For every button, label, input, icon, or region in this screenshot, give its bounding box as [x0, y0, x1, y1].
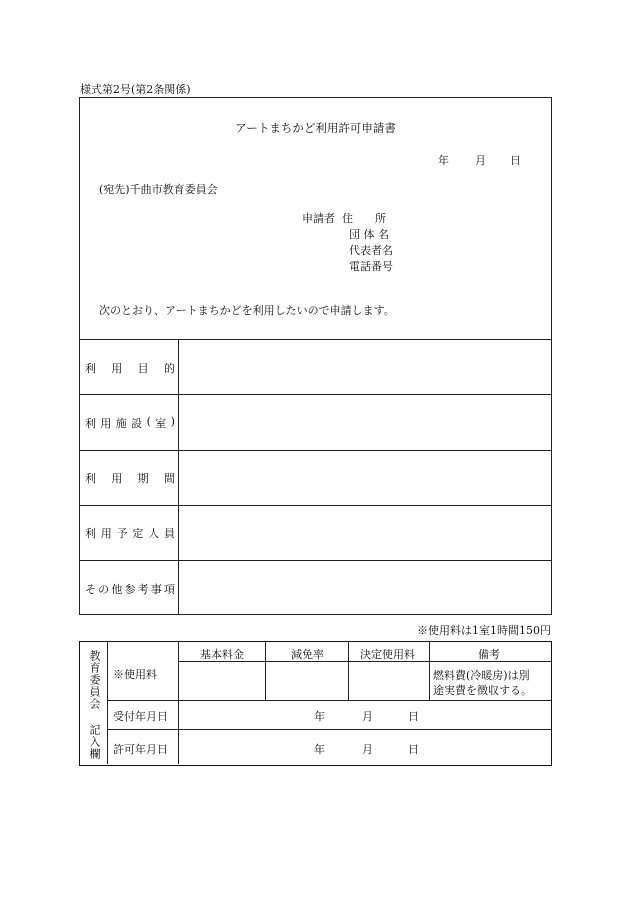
permitted-date-label: 許可年月日: [113, 743, 168, 756]
row-label-char: 予: [116, 527, 128, 540]
divider: [107, 700, 551, 701]
row-label-char: 設: [131, 417, 143, 430]
form-title: アートまちかど利用許可申請書: [235, 121, 396, 135]
row-label-char: 他: [111, 583, 123, 596]
row-label-char: 的: [163, 362, 175, 375]
remarks-text: 途実費を徴収する。: [433, 684, 532, 697]
remarks-header: 備考: [478, 648, 500, 661]
representative-label: 代表者名: [349, 244, 393, 257]
row-label-char: 項: [163, 583, 175, 596]
row-label-char: 施: [115, 417, 127, 430]
row-label-char: 用: [100, 527, 112, 540]
day-label: 日: [408, 743, 419, 756]
attendance-field[interactable]: [179, 506, 551, 559]
office-use-side-label: 教育委員会 記入欄: [88, 650, 101, 760]
row-label-char: 利: [85, 527, 96, 540]
row-label-char: 用: [111, 472, 123, 485]
row-label-char: 員: [163, 527, 175, 540]
fee-label: ※使用料: [113, 668, 157, 681]
divider: [429, 642, 430, 700]
row-label-char: 利: [85, 472, 96, 485]
applicant-block: [302, 211, 393, 275]
period-field[interactable]: [179, 451, 551, 504]
application-form-box: [79, 97, 552, 615]
row-label-char: ): [170, 415, 175, 428]
year-label: 年: [314, 710, 325, 723]
row-label-char: そ: [85, 583, 96, 596]
row-label-char: 用: [111, 362, 123, 375]
date-line: [438, 152, 521, 168]
row-label-char: の: [98, 583, 110, 596]
row-label-facility: [85, 415, 175, 431]
form-number-label: 様式第2号(第2条関係): [80, 83, 191, 96]
month-label: 月: [475, 154, 486, 167]
row-label-purpose: [85, 360, 175, 376]
received-date-label: 受付年月日: [113, 710, 168, 723]
month-label: 月: [362, 710, 373, 723]
row-label-attendance: [85, 525, 175, 541]
year-label: 年: [438, 154, 449, 167]
row-label-char: 事: [150, 583, 162, 596]
row-label-char: 室: [155, 417, 167, 430]
row-label-period: [85, 470, 175, 486]
row-label-other: [85, 581, 175, 597]
office-use-table: [79, 641, 552, 766]
other-field[interactable]: [179, 561, 551, 614]
statement: 次のとおり、アートまちかどを利用したいので申請します。: [99, 304, 395, 317]
row-label-char: 期: [137, 472, 149, 485]
row-label-char: 考: [137, 583, 149, 596]
reduction-header: 減免率: [291, 648, 324, 661]
day-label: 日: [408, 710, 419, 723]
decided-fee-header: 決定使用料: [360, 648, 415, 661]
address-label: 住 所: [342, 212, 386, 225]
month-label: 月: [362, 743, 373, 756]
applicant-label: 申請者: [302, 212, 335, 225]
row-label-char: 定: [132, 527, 144, 540]
base-fee-header: 基本料金: [200, 648, 244, 661]
facility-field[interactable]: [179, 395, 551, 449]
phone-label: 電話番号: [349, 260, 393, 273]
day-label: 日: [510, 154, 521, 167]
divider: [107, 642, 108, 764]
row-label-char: 人: [148, 527, 160, 540]
purpose-field[interactable]: [179, 340, 551, 394]
remarks-text: 燃料費(冷暖房)は別: [433, 669, 530, 682]
divider: [107, 729, 551, 730]
row-label-char: 利: [85, 362, 96, 375]
row-label-char: 間: [163, 472, 175, 485]
divider: [348, 642, 349, 700]
group-name-label: 団 体 名: [349, 228, 389, 241]
addressee: (宛先)千曲市教育委員会: [99, 183, 218, 196]
row-label-char: (: [146, 415, 151, 428]
row-label-char: 参: [124, 583, 136, 596]
year-label: 年: [314, 743, 325, 756]
fee-note: ※使用料は1室1時間150円: [417, 624, 551, 637]
row-label-char: 用: [100, 417, 112, 430]
divider: [265, 642, 266, 700]
row-label-char: 利: [85, 417, 96, 430]
row-label-char: 目: [137, 362, 149, 375]
